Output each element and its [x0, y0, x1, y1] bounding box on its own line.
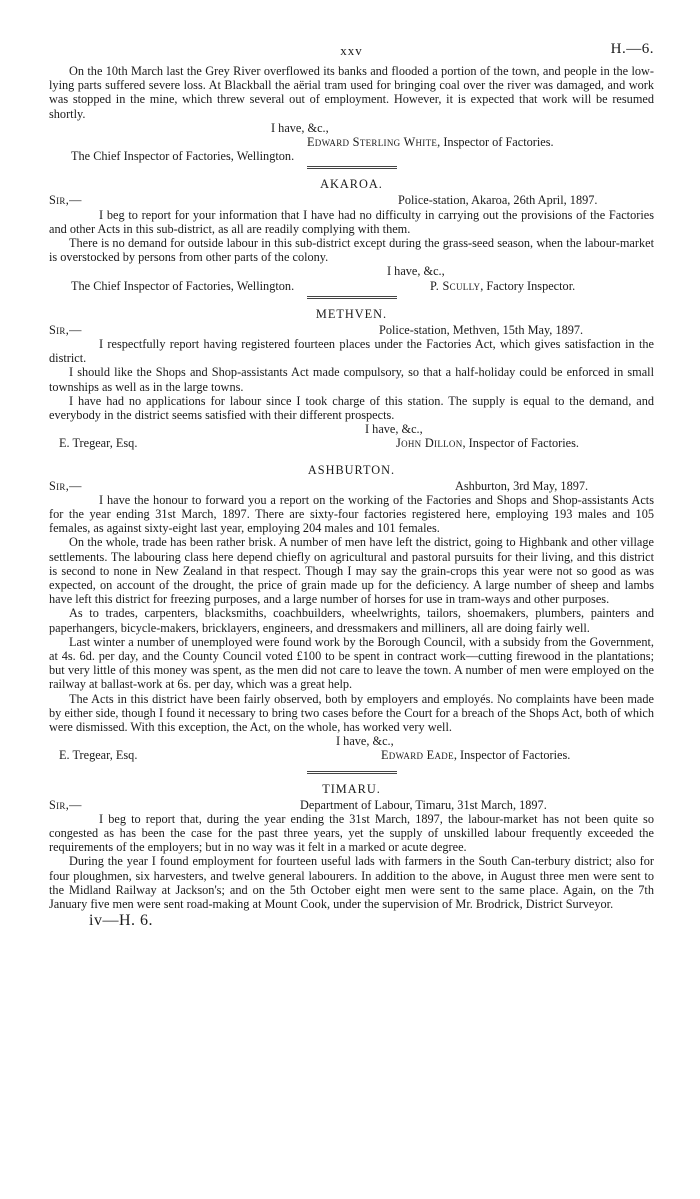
closing-row	[49, 422, 654, 436]
signature-title: , Inspector of Factories.	[437, 135, 554, 149]
closing: I have, &c.,	[387, 264, 445, 279]
closing: I have, &c.,	[271, 120, 329, 135]
signature	[396, 436, 579, 450]
paragraph: On the whole, trade has been rather brisk. A number of men have left the district, going to Highbank and other village settlements. The labouring class here depend chiefly on agricultural and pastoral pursuits for their living, and this district is second to none in New Zealand in that respect. Though I may say the grain-crops this year were not so good as was expected, on account of the drought, the price of grain made up for the deficiency. A large number of sheep and lambs have left this district for freezing purposes, and a large number of horses for use in tram-ways and other purposes.	[49, 535, 654, 607]
page-number: xxv	[340, 43, 363, 58]
greymouth-section	[49, 64, 654, 163]
signature-mark: iv—H. 6.	[89, 912, 153, 930]
paragraph: I should like the Shops and Shop-assistants Act made compulsory, so that a half-holiday could be enforced in small townships as well as in the large towns.	[49, 365, 654, 394]
dateline: Department of Labour, Timaru, 31st March, 1897.	[300, 797, 547, 812]
akaroa-section	[49, 175, 654, 292]
signature-row	[49, 279, 654, 293]
paragraph: On the 10th March last the Grey River overflowed its banks and flooded a portion of the town, and people in the low-lying parts suffered severe loss. At Blackball the aërial tram used for bringing coal over the river was damaged, and work was stopped in the mine, which threw several out of employment. However, it is expected that work will be resumed shortly.	[49, 64, 654, 121]
signature-name: P. Scully	[430, 278, 481, 293]
section-title: METHVEN.	[315, 306, 388, 321]
paragraph: As to trades, carpenters, blacksmiths, coachbuilders, wheelwrights, tailors, shoemakers, plumbers, painters and paperhangers, bicycle-makers, bricklayers, engineers, and dressmakers and milliners, all are doing fairly well.	[49, 606, 654, 635]
salutation: Sir,—	[49, 322, 82, 337]
section-divider	[307, 771, 397, 774]
ashburton-section	[49, 461, 654, 763]
signature-title: , Inspector of Factories.	[453, 748, 571, 763]
closing-row	[49, 734, 654, 748]
addressee-row	[49, 149, 654, 163]
addressee: E. Tregear, Esq.	[59, 748, 138, 763]
paragraph: Last winter a number of unemployed were found work by the Borough Council, with a subsidy from the Government, at 4s. 6d. per day, and the County Council voted £100 to be spent in contract work—cutting firewood in the plantations; but very little of this money was spent, as the men did not care to leave the town. A number of men were employed on the railway at ballast-work at 6s. per day, which was a great help.	[49, 634, 654, 692]
paragraph: I have the honour to forward you a report on the working of the Factories and Shops and Shop-assistants Acts for the year ending 31st March, 1897. There are sixty-four factories registered here, employing 193 males and 105 females, as against sixty-eight last year, employing 204 males and 101 females.	[49, 492, 654, 536]
paragraph: I beg to report that, during the year ending the 31st March, 1897, the labour-market has not been quite so congested as has been the case for the past three years, yet the supply of unskilled labour frequently exceeded the requirements of the employers; but in no way was it felt in a marked or acute degree.	[49, 811, 654, 855]
signature-title: , Inspector of Factories.	[462, 436, 579, 451]
salutation-row	[49, 798, 654, 812]
signature-row	[49, 436, 654, 450]
signature-name: Edward Sterling White	[307, 135, 438, 149]
salutation-row	[49, 479, 654, 493]
paragraph: I beg to report for your information that I have had no difficulty in carrying out the provisions of the Factories and other Acts in this sub-district, as all are readily complying with them.	[49, 207, 654, 236]
signature-name: Edward Eade	[381, 748, 454, 763]
salutation: Sir,—	[49, 797, 82, 812]
signature-row	[49, 135, 654, 149]
document-reference: H.—6.	[610, 41, 654, 57]
signature-name: John Dillon	[396, 436, 463, 451]
dateline: Ashburton, 3rd May, 1897.	[455, 478, 589, 493]
addressee: The Chief Inspector of Factories, Wellington.	[71, 149, 295, 164]
paragraph: I have had no applications for labour since I took charge of this station. The supply is equal to the demand, and everybody in the district seems satisfied with their different prospects.	[49, 393, 654, 422]
addressee: E. Tregear, Esq.	[59, 436, 138, 451]
section-divider	[307, 166, 397, 169]
section-title: ASHBURTON.	[307, 462, 396, 477]
paragraph: There is no demand for outside labour in this sub-district except during the grass-seed season, when the labour-market is overstocked by persons from other parts of the colony.	[49, 235, 654, 265]
salutation-row	[49, 323, 654, 337]
dateline: Police-station, Akaroa, 26th April, 1897.	[398, 193, 598, 208]
signature	[381, 748, 570, 762]
addressee: The Chief Inspector of Factories, Wellington.	[71, 278, 295, 293]
salutation: Sir,—	[49, 193, 82, 208]
closing-row	[49, 121, 654, 135]
signature-title: , Factory Inspector.	[480, 278, 576, 293]
section-title: AKAROA.	[320, 177, 383, 192]
methven-section	[49, 305, 654, 451]
paragraph: During the year I found employment for fourteen useful lads with farmers in the South Can-terbury district; also for four ploughmen, six harvesters, and twelve general labourers. In addition to the above, in August three men were sent to the Midland Railway at Jackson's; and on the 5th October eight men were sent to the same place. Again, on the 7th January five men were sent road-making at Mount Cook, under the supervision of Mr. Brodrick, District Surveyor.	[49, 854, 654, 911]
timaru-section	[49, 780, 654, 912]
signature-row	[49, 748, 654, 762]
page-header	[49, 42, 654, 64]
salutation: Sir,—	[49, 478, 82, 493]
signature	[430, 279, 575, 293]
paragraph: The Acts in this district have been fairly observed, both by employers and employés. No complaints have been made by either side, though I found it necessary to bring two cases before the Court for a breach of the Shops Act, both of which were dismissed. With this exception, the Act, on the whole, has worked very well.	[49, 691, 654, 734]
paragraph: I respectfully report having registered fourteen places under the Factories Act, which gives satisfaction in the district.	[49, 336, 654, 366]
section-divider	[307, 296, 397, 299]
salutation-row	[49, 193, 654, 207]
closing-row	[49, 264, 654, 278]
page	[49, 42, 654, 928]
dateline: Police-station, Methven, 15th May, 1897.	[379, 322, 584, 337]
closing: I have, &c.,	[365, 422, 423, 437]
signature	[307, 135, 554, 149]
section-title: TIMARU.	[322, 781, 381, 796]
closing: I have, &c.,	[336, 734, 394, 749]
